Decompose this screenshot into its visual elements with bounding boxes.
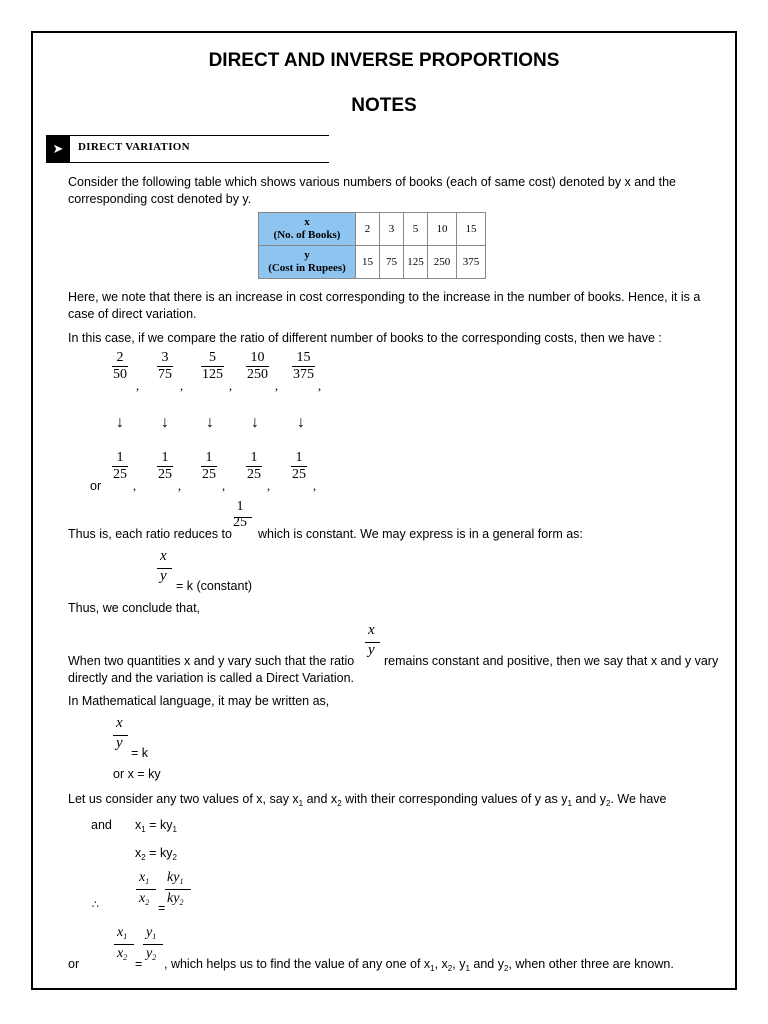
table-cell: 375 — [457, 246, 486, 279]
equals-sign: = — [158, 901, 166, 915]
fraction — [201, 450, 217, 483]
table-cell: 5 — [404, 213, 428, 246]
fraction-bar — [143, 944, 163, 945]
equals-sign: = — [135, 957, 143, 971]
down-arrow-icon: ↓ — [251, 414, 259, 431]
para1-line-2: case of direct variation. — [68, 307, 197, 321]
denominator: 250 — [247, 367, 268, 382]
numerator: 3 — [161, 350, 169, 365]
section-heading-label: DIRECT VARIATION — [78, 141, 190, 153]
fraction — [291, 450, 307, 483]
table-cell: 15 — [457, 213, 486, 246]
table-cell: 125 — [404, 246, 428, 279]
section-heading — [46, 135, 329, 163]
denominator: 25 — [202, 467, 216, 482]
denominator: 75 — [158, 367, 172, 382]
fraction-bar — [165, 889, 191, 890]
fraction — [157, 450, 173, 483]
table-row — [259, 246, 486, 279]
numerator: 10 — [250, 350, 265, 365]
frac-x1: $x_1$ — [139, 870, 150, 886]
thus-text-post: which is constant. We may express is in a general form as: — [258, 527, 583, 541]
var-x: x — [116, 715, 123, 731]
arrow-icon: ➤ — [46, 136, 70, 162]
frac-ky2: $ky_2$ — [167, 891, 184, 907]
header-x-var: x — [304, 216, 310, 228]
var-y: y — [160, 568, 167, 584]
fraction — [112, 450, 128, 483]
down-arrow-icon: ↓ — [297, 414, 305, 431]
fraction — [112, 350, 128, 383]
ky1-text: ky — [167, 870, 180, 885]
numerator: 1 — [205, 450, 213, 465]
comma: , — [136, 379, 140, 393]
var-y: y — [368, 642, 375, 658]
ky2-text: ky — [167, 891, 180, 906]
fraction — [246, 450, 262, 483]
numerator: 2 — [116, 350, 124, 365]
denominator: 50 — [113, 367, 127, 382]
denominator: 125 — [202, 367, 223, 382]
var-x: x — [160, 548, 167, 564]
table-row-header-x — [259, 213, 356, 246]
fraction-bar — [114, 944, 134, 945]
intro-line-1: Consider the following table which shows various numbers of books (each of same cost) denoted by x and the — [68, 175, 676, 189]
denominator: 375 — [293, 367, 314, 382]
var-y: y — [116, 735, 123, 751]
frac-y2: $y_2$ — [146, 946, 157, 962]
when-text-line-2: directly and the variation is called a Direct Variation. — [68, 671, 355, 685]
fraction — [157, 350, 173, 383]
fraction-bar — [136, 889, 156, 890]
eq-x2-ky2: $x_2 = ky_2$ — [135, 846, 177, 862]
fraction — [201, 350, 224, 383]
header-y-var: y — [304, 249, 310, 261]
table-row-header-y — [259, 246, 356, 279]
table-cell: 3 — [380, 213, 404, 246]
comma: , — [180, 379, 184, 393]
thus-text-pre: Thus is, each ratio reduces to — [68, 527, 232, 541]
eq-k-constant: = k (constant) — [176, 579, 253, 593]
or-x-ky: or x = ky — [113, 767, 161, 781]
table-cell: 250 — [428, 246, 457, 279]
comma: , — [229, 379, 233, 393]
table-cell: 10 — [428, 213, 457, 246]
page-subtitle: NOTES — [351, 95, 417, 116]
fraction — [232, 499, 248, 531]
header-y-desc: (Cost in Rupees) — [268, 262, 346, 274]
numerator: 1 — [295, 450, 303, 465]
comma: , — [178, 479, 182, 493]
or-label: or — [90, 479, 102, 493]
numerator: 1 — [250, 450, 258, 465]
header-x-desc: (No. of Books) — [273, 229, 341, 241]
numerator: 1 — [116, 450, 124, 465]
frac-x1: $x_1$ — [117, 925, 128, 941]
comma: , — [267, 479, 271, 493]
table-cell: 15 — [356, 246, 380, 279]
page-title: DIRECT AND INVERSE PROPORTIONS — [208, 50, 560, 71]
down-arrow-icon: ↓ — [206, 414, 214, 431]
comma: , — [133, 479, 137, 493]
comma: , — [275, 379, 279, 393]
books-cost-table — [258, 212, 486, 279]
denominator: 25 — [158, 467, 172, 482]
let-us-text: Let us consider any two values of x, say $x_1$ and $x_2$ with their corresponding values of y as $y_1$ and $y_2$. We have — [68, 792, 667, 808]
when-text-pre: When two quantities x and y vary such that the ratio — [68, 654, 355, 668]
frac-x2: $x_2$ — [139, 891, 150, 907]
down-arrow-icon: ↓ — [161, 414, 169, 431]
frac-x2: $x_2$ — [117, 946, 128, 962]
therefore-icon: ∴ — [92, 899, 99, 911]
fraction — [246, 350, 269, 383]
var-x: x — [368, 622, 375, 638]
conclude-text: Thus, we conclude that, — [68, 601, 201, 615]
final-text: , which helps us to find the value of any one of $x_1$, $x_2$, $y_1$ and $y_2$, when other three are known. — [164, 957, 674, 973]
frac-ky1: $ky_1$ — [167, 870, 184, 886]
table-cell: 75 — [380, 246, 404, 279]
fraction — [292, 350, 315, 383]
comma: , — [318, 379, 322, 393]
numerator: 1 — [161, 450, 169, 465]
comma: , — [222, 479, 226, 493]
comma: , — [313, 479, 317, 493]
fraction-bar — [234, 517, 252, 518]
numerator: 15 — [296, 350, 311, 365]
eq-k: = k — [131, 746, 149, 760]
intro-line-2: corresponding cost denoted by y. — [68, 192, 252, 206]
let-us-text-part: Let us consider any two values of x, say x — [68, 792, 299, 806]
denominator: 25 — [292, 467, 306, 482]
math-language-text: In Mathematical language, it may be written as, — [68, 694, 330, 708]
or-label: or — [68, 957, 80, 971]
numerator: 5 — [209, 350, 216, 365]
frac-y1: $y_1$ — [146, 925, 157, 941]
down-arrow-icon: ↓ — [116, 414, 124, 431]
para1-line-1: Here, we note that there is an increase in cost corresponding to the increase in the number of books. Hence, it is a — [68, 290, 701, 304]
final-text-part: , which helps us to find the value of any one of x — [164, 957, 431, 971]
and-label: and — [91, 818, 112, 832]
denominator: 25 — [113, 467, 127, 482]
when-text-post: remains constant and positive, then we say that x and y vary — [384, 654, 719, 668]
table-row — [259, 213, 486, 246]
numerator: 1 — [236, 499, 244, 514]
eq-x1-ky1: $x_1 = ky_1$ — [135, 818, 177, 834]
denominator: 25 — [247, 467, 261, 482]
table-cell: 2 — [356, 213, 380, 246]
para2: In this case, if we compare the ratio of different number of books to the corresponding costs, then we have : — [68, 331, 662, 345]
denominator: 25 — [233, 515, 247, 530]
